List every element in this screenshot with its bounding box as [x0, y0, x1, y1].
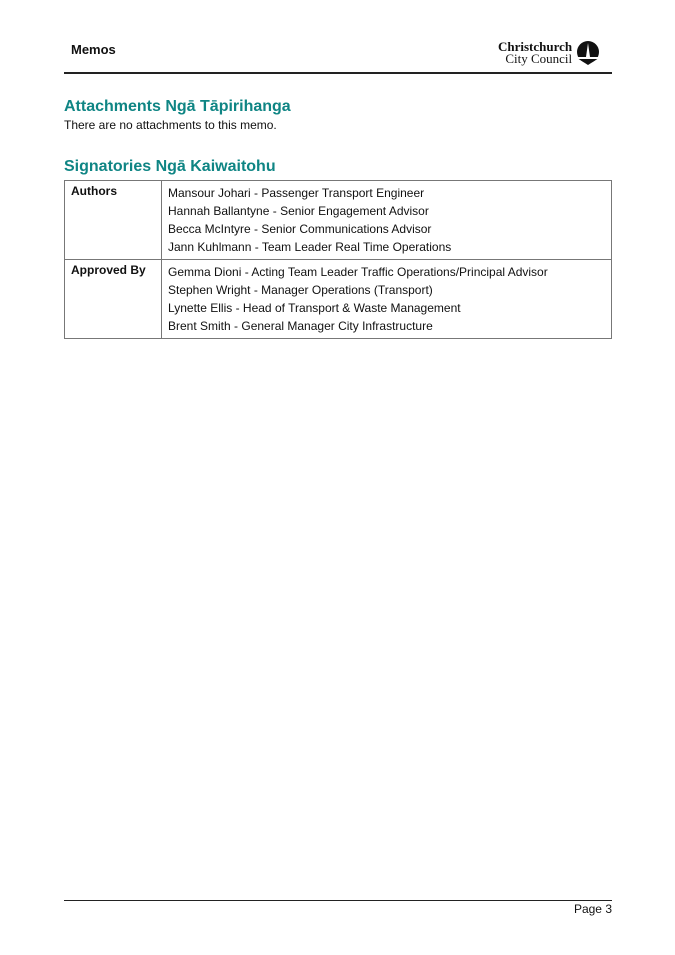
logo-line2: City Council — [505, 51, 573, 66]
signatory: Hannah Ballantyne - Senior Engagement Advisor — [168, 204, 429, 218]
attachments-text: There are no attachments to this memo. — [64, 118, 277, 132]
page-number: Page 3 — [573, 902, 612, 916]
council-logo — [498, 40, 601, 66]
signatory: Gemma Dioni - Acting Team Leader Traffic Operations/Principal Advisor — [168, 265, 548, 279]
signatories-heading: Signatories Ngā Kaiwaitohu — [64, 158, 276, 175]
row-label: Authors — [65, 181, 162, 260]
signatory: Lynette Ellis - Head of Transport & Waste Management — [168, 301, 461, 315]
signatory: Stephen Wright - Manager Operations (Transport) — [168, 283, 433, 297]
logo-line1: Christchurch — [498, 39, 573, 54]
signatory: Becca McIntyre - Senior Communications Advisor — [168, 222, 432, 236]
cathedral-logo-icon — [575, 40, 601, 66]
signatory: Jann Kuhlmann - Team Leader Real Time Operations — [168, 240, 452, 254]
footer-rule — [64, 900, 612, 901]
signatories-table — [64, 180, 612, 339]
signatory: Brent Smith - General Manager City Infrastructure — [168, 319, 433, 333]
table-row — [65, 181, 612, 260]
table-row — [65, 260, 612, 339]
row-label: Approved By — [65, 260, 162, 339]
signatory: Mansour Johari - Passenger Transport Engineer — [168, 186, 425, 200]
header-title: Memos — [71, 42, 116, 57]
header-rule — [64, 72, 612, 74]
attachments-heading: Attachments Ngā Tāpirihanga — [64, 98, 291, 115]
